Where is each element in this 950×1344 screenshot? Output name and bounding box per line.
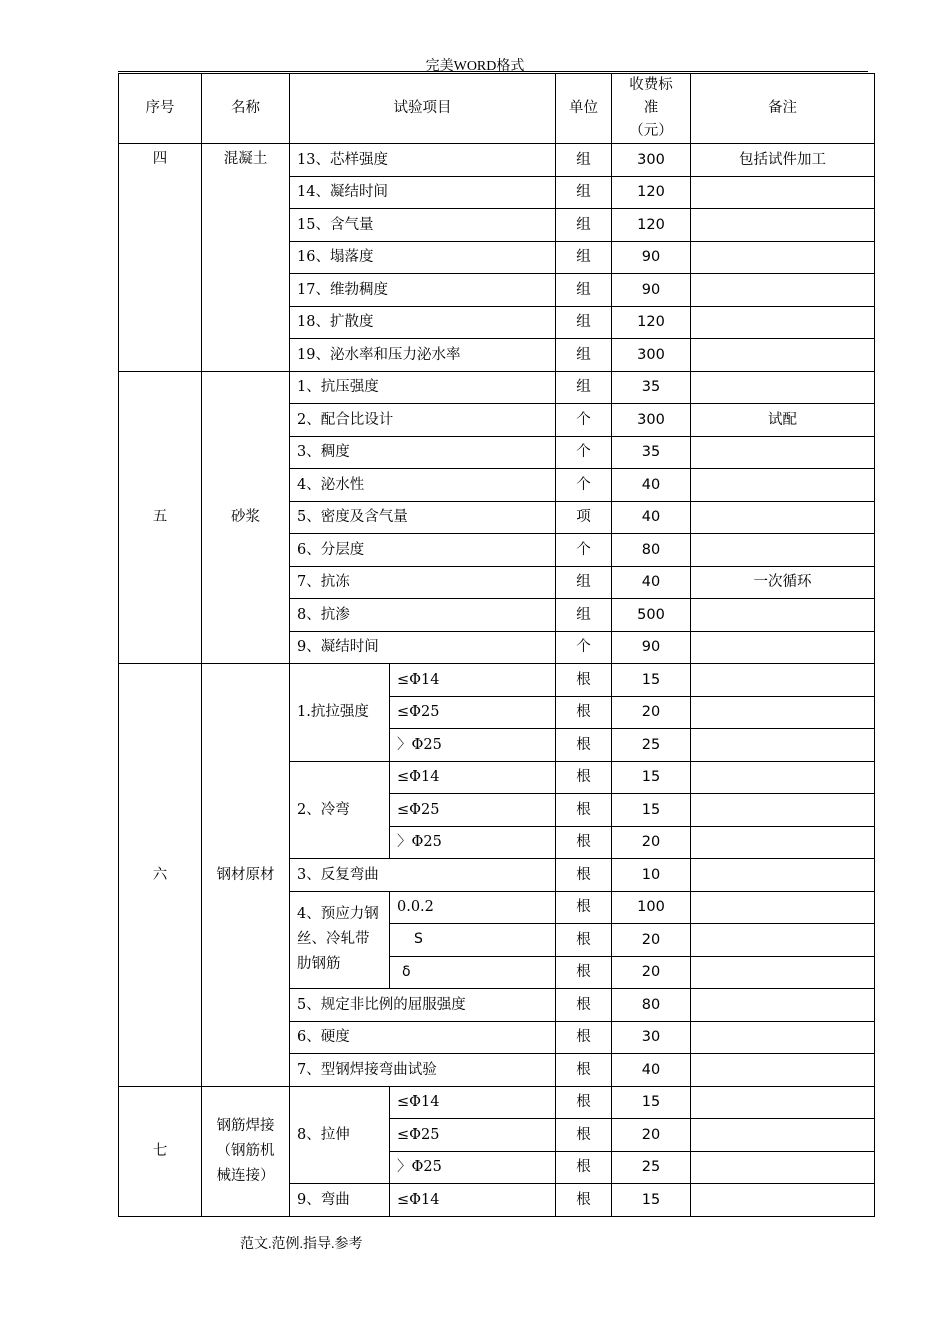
- header-remark: 备注: [691, 74, 875, 144]
- unit-cell: 个: [556, 534, 612, 567]
- unit-cell: 根: [556, 1021, 612, 1054]
- sub-item-cell: 〉Φ25: [390, 729, 556, 762]
- fee-cell: 15: [612, 664, 691, 697]
- sub-item-cell: 0.0.2: [390, 891, 556, 924]
- unit-cell: 根: [556, 761, 612, 794]
- sub-item-cell: ≤Φ14: [390, 1184, 556, 1217]
- fee-cell: 20: [612, 956, 691, 989]
- item-cell: 19、泌水率和压力泌水率: [290, 339, 556, 372]
- item-cell: 1、抗压强度: [290, 371, 556, 404]
- item-line: 4、预应力钢: [297, 906, 379, 923]
- remark-cell: [691, 924, 875, 957]
- remark-cell: [691, 339, 875, 372]
- remark-cell: [691, 436, 875, 469]
- item-cell: 16、塌落度: [290, 241, 556, 274]
- group-name: [202, 1086, 290, 1216]
- remark-cell: [691, 501, 875, 534]
- sub-item-cell: S: [390, 924, 556, 957]
- unit-cell: 组: [556, 566, 612, 599]
- unit-cell: 根: [556, 1119, 612, 1152]
- remark-cell: [691, 989, 875, 1022]
- unit-cell: 根: [556, 794, 612, 827]
- remark-cell: [691, 794, 875, 827]
- unit-cell: 根: [556, 664, 612, 697]
- fee-cell: 90: [612, 241, 691, 274]
- remark-cell: [691, 1184, 875, 1217]
- page-footer: 范文.范例.指导.参考: [240, 1237, 363, 1252]
- unit-cell: 组: [556, 306, 612, 339]
- item-line: 丝、冷轧带: [297, 931, 370, 948]
- unit-cell: 项: [556, 501, 612, 534]
- unit-cell: 组: [556, 176, 612, 209]
- header-fee-line: （元）: [629, 123, 673, 139]
- remark-cell: [691, 696, 875, 729]
- fee-cell: 300: [612, 144, 691, 177]
- group-seq: 七: [119, 1086, 202, 1216]
- fee-cell: 40: [612, 1054, 691, 1087]
- item-cell: 8、拉伸: [290, 1086, 390, 1184]
- remark-cell: [691, 534, 875, 567]
- remark-cell: [691, 891, 875, 924]
- fee-table: [118, 73, 875, 1217]
- item-cell: 3、反复弯曲: [290, 859, 556, 892]
- remark-cell: [691, 274, 875, 307]
- remark-cell: [691, 859, 875, 892]
- item-cell: 7、型钢焊接弯曲试验: [290, 1054, 556, 1087]
- sub-item-cell: 〉Φ25: [390, 1151, 556, 1184]
- header-fee-line: 收费标: [629, 77, 673, 93]
- remark-cell: [691, 664, 875, 697]
- unit-cell: 组: [556, 209, 612, 242]
- fee-cell: 40: [612, 469, 691, 502]
- unit-cell: 根: [556, 989, 612, 1022]
- fee-cell: 40: [612, 566, 691, 599]
- unit-cell: 组: [556, 599, 612, 632]
- unit-cell: 组: [556, 241, 612, 274]
- unit-cell: 组: [556, 339, 612, 372]
- remark-cell: [691, 826, 875, 859]
- item-line: 肋钢筋: [297, 956, 341, 973]
- fee-cell: 20: [612, 826, 691, 859]
- remark-cell: [691, 599, 875, 632]
- remark-cell: 包括试件加工: [691, 144, 875, 177]
- fee-cell: 120: [612, 306, 691, 339]
- unit-cell: 根: [556, 1151, 612, 1184]
- unit-cell: 根: [556, 1184, 612, 1217]
- fee-cell: 300: [612, 339, 691, 372]
- header-fee: [612, 74, 691, 144]
- header-name: 名称: [202, 74, 290, 144]
- sub-item-cell: ≤Φ14: [390, 761, 556, 794]
- unit-cell: 组: [556, 144, 612, 177]
- remark-cell: [691, 631, 875, 664]
- remark-cell: [691, 956, 875, 989]
- item-cell: 13、芯样强度: [290, 144, 556, 177]
- remark-cell: [691, 176, 875, 209]
- group-seq: 六: [119, 664, 202, 1087]
- sub-item-cell: 〉Φ25: [390, 826, 556, 859]
- item-cell: 17、维勃稠度: [290, 274, 556, 307]
- fee-cell: 15: [612, 1086, 691, 1119]
- fee-cell: 300: [612, 404, 691, 437]
- remark-cell: [691, 1054, 875, 1087]
- group-name-line: 械连接）: [216, 1167, 275, 1184]
- item-cell: 7、抗冻: [290, 566, 556, 599]
- remark-cell: [691, 729, 875, 762]
- sub-item-cell: ≤Φ25: [390, 794, 556, 827]
- header-seq: 序号: [119, 74, 202, 144]
- remark-cell: [691, 1119, 875, 1152]
- sub-item-cell: δ: [390, 956, 556, 989]
- unit-cell: 个: [556, 404, 612, 437]
- fee-cell: 80: [612, 534, 691, 567]
- unit-cell: 根: [556, 1054, 612, 1087]
- item-cell: 5、密度及含气量: [290, 501, 556, 534]
- item-cell: 5、规定非比例的屈服强度: [290, 989, 556, 1022]
- unit-cell: 组: [556, 274, 612, 307]
- item-cell: 9、弯曲: [290, 1184, 390, 1217]
- unit-cell: 个: [556, 469, 612, 502]
- fee-cell: 40: [612, 501, 691, 534]
- table-row: [119, 664, 875, 697]
- group-name: 混凝土: [202, 144, 290, 372]
- remark-cell: [691, 209, 875, 242]
- fee-cell: 90: [612, 274, 691, 307]
- unit-cell: 根: [556, 891, 612, 924]
- unit-cell: 个: [556, 436, 612, 469]
- item-cell: 9、凝结时间: [290, 631, 556, 664]
- fee-cell: 10: [612, 859, 691, 892]
- table-row: [119, 371, 875, 404]
- item-cell: 4、泌水性: [290, 469, 556, 502]
- header-unit: 单位: [556, 74, 612, 144]
- remark-cell: [691, 1151, 875, 1184]
- unit-cell: 根: [556, 696, 612, 729]
- remark-cell: [691, 241, 875, 274]
- remark-cell: [691, 761, 875, 794]
- item-cell: 18、扩散度: [290, 306, 556, 339]
- fee-cell: 120: [612, 176, 691, 209]
- item-cell: 14、凝结时间: [290, 176, 556, 209]
- unit-cell: 根: [556, 1086, 612, 1119]
- group-seq: 五: [119, 371, 202, 664]
- sub-item-cell: ≤Φ14: [390, 1086, 556, 1119]
- fee-cell: 35: [612, 371, 691, 404]
- fee-cell: 120: [612, 209, 691, 242]
- remark-cell: [691, 1086, 875, 1119]
- remark-cell: 一次循环: [691, 566, 875, 599]
- fee-cell: 80: [612, 989, 691, 1022]
- fee-cell: 30: [612, 1021, 691, 1054]
- group-name: 砂浆: [202, 371, 290, 664]
- unit-cell: 根: [556, 729, 612, 762]
- fee-cell: 20: [612, 696, 691, 729]
- remark-cell: [691, 371, 875, 404]
- remark-cell: 试配: [691, 404, 875, 437]
- item-cell: 8、抗渗: [290, 599, 556, 632]
- unit-cell: 根: [556, 956, 612, 989]
- unit-cell: 个: [556, 631, 612, 664]
- group-name: 钢材原材: [202, 664, 290, 1087]
- unit-cell: 根: [556, 859, 612, 892]
- group-name-line: 钢筋焊接: [216, 1117, 275, 1134]
- fee-cell: 35: [612, 436, 691, 469]
- header-item: 试验项目: [290, 74, 556, 144]
- item-cell: 3、稠度: [290, 436, 556, 469]
- item-cell: 2、配合比设计: [290, 404, 556, 437]
- fee-cell: 15: [612, 1184, 691, 1217]
- remark-cell: [691, 469, 875, 502]
- item-cell: 15、含气量: [290, 209, 556, 242]
- group-seq: 四: [119, 144, 202, 372]
- header-rule: [118, 71, 868, 72]
- fee-cell: 15: [612, 794, 691, 827]
- fee-cell: 500: [612, 599, 691, 632]
- fee-cell: 15: [612, 761, 691, 794]
- item-cell: [290, 891, 390, 989]
- item-cell: 2、冷弯: [290, 761, 390, 859]
- remark-cell: [691, 306, 875, 339]
- group-name-line: （钢筋机: [216, 1142, 275, 1159]
- sub-item-cell: ≤Φ14: [390, 664, 556, 697]
- sub-item-cell: ≤Φ25: [390, 1119, 556, 1152]
- sub-item-cell: ≤Φ25: [390, 696, 556, 729]
- table-header-row: [119, 74, 875, 144]
- item-cell: 6、硬度: [290, 1021, 556, 1054]
- fee-cell: 25: [612, 1151, 691, 1184]
- unit-cell: 根: [556, 826, 612, 859]
- table-row: [119, 1086, 875, 1119]
- fee-cell: 20: [612, 1119, 691, 1152]
- unit-cell: 根: [556, 924, 612, 957]
- unit-cell: 组: [556, 371, 612, 404]
- item-cell: 1.抗拉强度: [290, 664, 390, 762]
- fee-cell: 90: [612, 631, 691, 664]
- table-row: [119, 144, 875, 177]
- page-header: 完美WORD格式: [425, 59, 525, 74]
- remark-cell: [691, 1021, 875, 1054]
- header-fee-line: 准: [643, 100, 659, 116]
- fee-cell: 100: [612, 891, 691, 924]
- item-cell: 6、分层度: [290, 534, 556, 567]
- fee-cell: 25: [612, 729, 691, 762]
- fee-cell: 20: [612, 924, 691, 957]
